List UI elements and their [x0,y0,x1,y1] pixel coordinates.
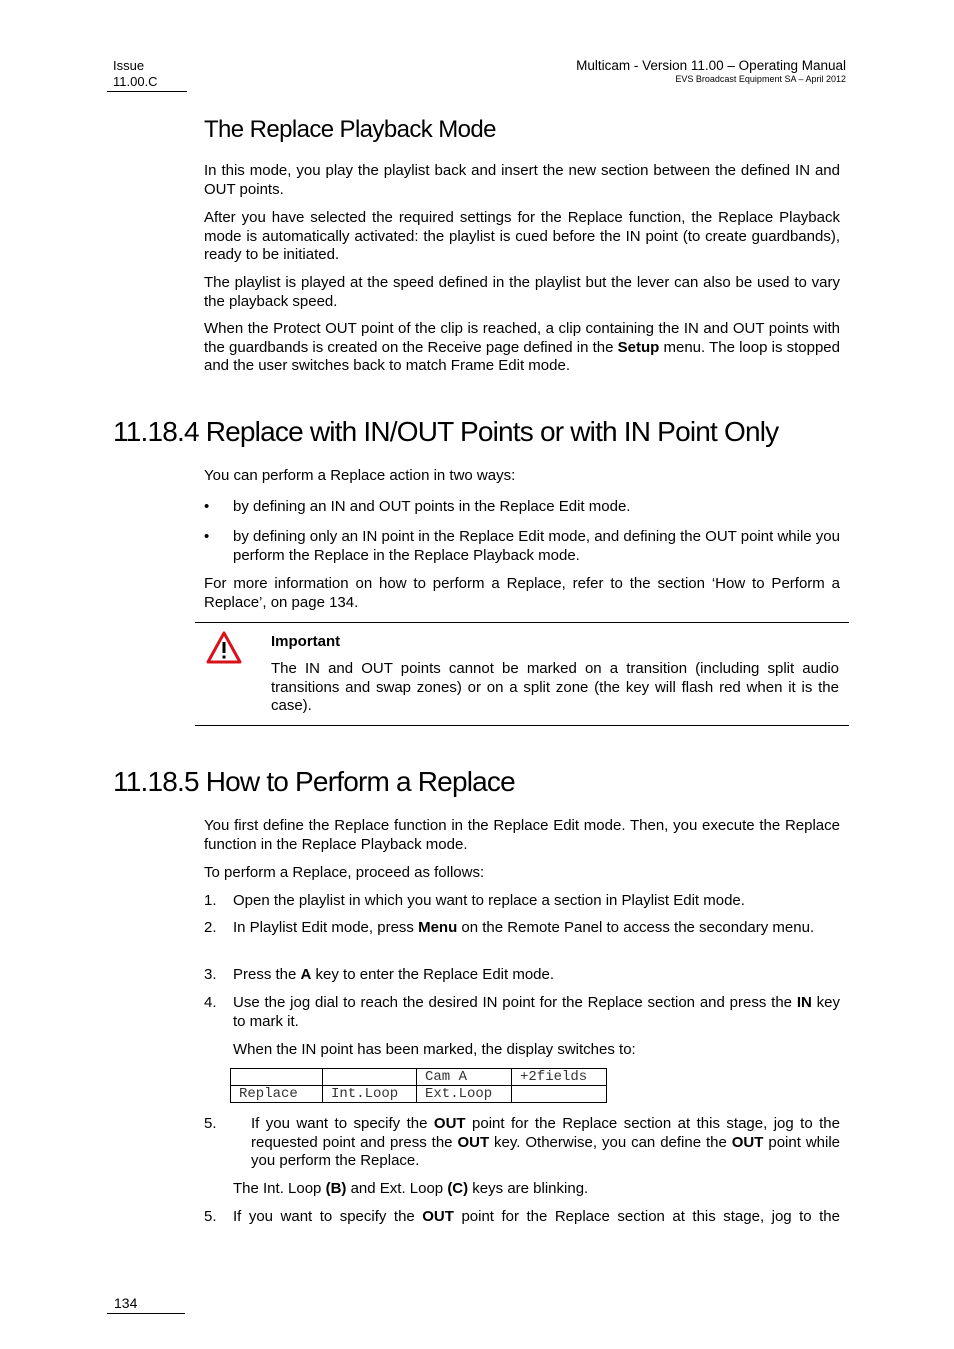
bullet-icon: • [204,498,210,515]
section-title-playback-mode: The Replace Playback Mode [204,116,496,143]
issue-block [113,58,158,90]
issue-label: Issue [113,58,145,73]
header-divider [107,91,187,92]
paragraph: In this mode, you play the playlist back and insert the new section between the defined IN and OUT points. [204,162,840,198]
warning-icon [206,631,242,664]
display-cell [231,1069,323,1086]
paragraph: When the IN point has been marked, the display switches to: [233,1041,636,1058]
display-cell [512,1086,607,1103]
table-row [231,1086,607,1103]
paragraph: The playlist is played at the speed defined in the playlist but the lever can also be used to vary the playback speed. [204,274,840,310]
issue-number: 11.00.C [113,74,158,89]
important-top-rule [195,622,849,623]
section-title-11-18-4: 11.18.4 Replace with IN/OUT Points or with IN Point Only [113,416,779,447]
paragraph: After you have selected the required settings for the Replace function, the Replace Playback mode is automatically activated: the playlist is cued before the IN point (to create guardbands), ready to be initiated. [204,209,840,263]
setup-keyword: Setup [617,338,660,356]
paragraph: You can perform a Replace action in two ways: [204,467,516,484]
manual-header [576,58,846,85]
paragraph: When the Protect OUT point of the clip is reached, a clip containing the IN and OUT points with the guardbands is created on the Receive page defined in the Setup menu. The loop is stopped and the user switches back to match Frame Edit mode. [204,320,840,374]
paragraph: The Int. Loop (B) and Ext. Loop (C) keys are blinking. [233,1180,589,1197]
manual-title: Multicam - Version 11.00 – Operating Manual [576,58,846,73]
page-number: 134 [114,1295,138,1311]
important-title: Important [271,633,341,650]
table-row [231,1069,607,1086]
important-bottom-rule [195,725,849,726]
paragraph: For more information on how to perform a Replace, refer to the section ‘How to Perform a Replace’, on page 134. [204,575,840,611]
display-cell: Cam A [417,1069,512,1086]
display-cell: Ext.Loop [417,1086,512,1103]
footer-divider [107,1313,185,1314]
company-date: EVS Broadcast Equipment SA – April 2012 [675,74,846,84]
important-text: The IN and OUT points cannot be marked on a transition (including split audio transitions and swap zones) or on a split zone (the key will flash red when it is the case). [271,660,839,714]
display-cell [323,1069,417,1086]
bullet-icon: • [204,528,210,545]
paragraph: To perform a Replace, proceed as follows: [204,864,485,881]
display-cell: Int.Loop [323,1086,417,1103]
display-cell: +2fields [512,1069,607,1086]
remote-display-table [230,1068,607,1103]
paragraph: You first define the Replace function in the Replace Edit mode. Then, you execute the Replace function in the Replace Playback mode. [204,817,840,853]
display-cell: Replace [231,1086,323,1103]
section-title-11-18-5: 11.18.5 How to Perform a Replace [113,766,515,797]
